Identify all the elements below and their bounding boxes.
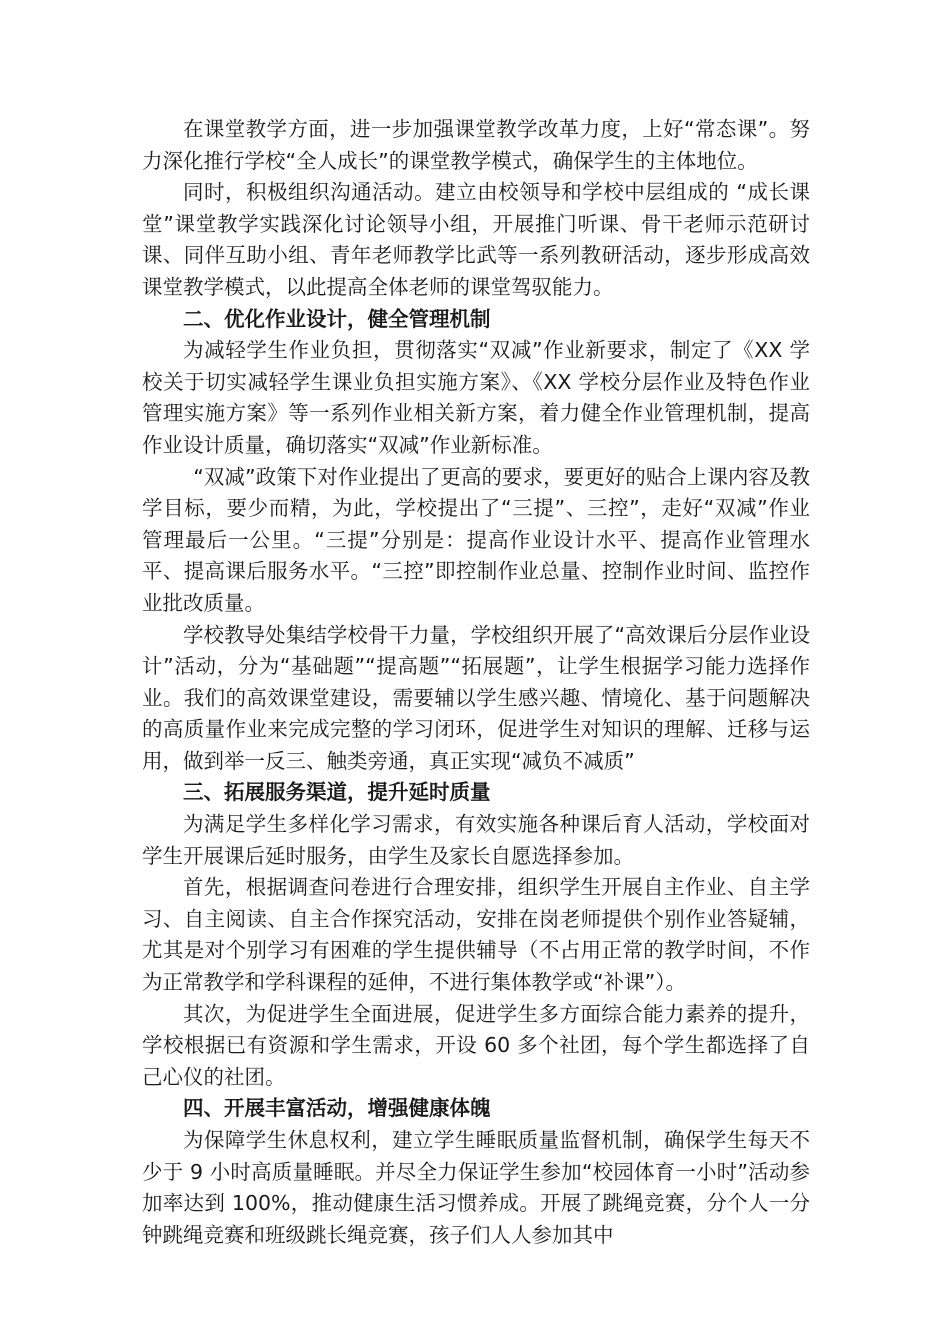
paragraph-sleep-and-sports: 为保障学生休息权利，建立学生睡眠质量监督机制，确保学生每天不少于 9 小时高质量睡眠。并尽全力保证学生参加“校园体育一小时”活动参加率达到 100%，推动健康生活习惯养成。开展了跳绳竞赛，分个人一分钟跳绳竞赛和班级跳长绳竞赛，孩子们人人参加其中 [142,1128,810,1247]
section-heading-activities-health: 四、开展丰富活动，增强健康体魄 [183,1096,491,1121]
paragraph-classroom-teaching: 在课堂教学方面，进一步加强课堂教学改革力度，上好“常态课”。努力深化推行学校“全人成长”的课堂教学模式，确保学生的主体地位。 [142,117,810,173]
paragraph-double-reduction-policy: “双减”政策下对作业提出了更高的要求，要更好的贴合上课内容及教学目标，要少而精，为此，学校提出了“三提”、三控”，走好“双减”作业管理最后一公里。“三提”分别是：提高作业设计水平、提高作业管理水平、提高课后服务水平。“三控”即控制作业总量、控制作业时间、监控作业批改质量。 [142,464,810,615]
paragraph-communication-activities: 同时，积极组织沟通活动。建立由校领导和学校中层组成的 “成长课堂”课堂教学实践深化讨论领导小组，开展推门听课、骨干老师示范研讨课、同伴互助小组、青年老师教学比武等一系列教研活动，逐步形成高效课堂教学模式，以此提高全体老师的课堂驾驭能力。 [142,180,810,299]
section-heading-service-channels: 三、拓展服务渠道，提升延时质量 [183,780,491,805]
paragraph-after-school-service: 为满足学生多样化学习需求，有效实施各种课后育人活动，学校面对学生开展课后延时服务，由学生及家长自愿选择参加。 [142,812,810,868]
section-heading-homework-design: 二、优化作业设计，健全管理机制 [183,306,491,331]
paragraph-layered-homework: 学校教导处集结学校骨干力量，学校组织开展了“高效课后分层作业设计”活动，分为“基础题”“提高题”“拓展题”，让学生根据学习能力选择作业。我们的高效课堂建设，需要辅以学生感兴趣、情境化、基于问题解决的高质量作业来完成完整的学习闭环，促进学生对知识的理解、迁移与运用，做到举一反三、触类旁通，真正实现“减负不减质” [142,622,810,773]
paragraph-survey-arrangement: 首先，根据调查问卷进行合理安排，组织学生开展自主作业、自主学习、自主阅读、自主合作探究活动，安排在岗老师提供个别作业答疑辅，尤其是对个别学习有困难的学生提供辅导（不占用正常的教学时间，不作为正常教学和学科课程的延伸，不进行集体教学或“补课”）。 [142,875,810,995]
paragraph-reduce-burden: 为减轻学生作业负担，贯彻落实“双减”作业新要求，制定了《XX 学校关于切实减轻学生课业负担实施方案》、《XX 学校分层作业及特色作业管理实施方案》等一系列作业相关新方案，着力健全作业管理机制，提高作业设计质量，确切落实“双减”作业新标准。 [142,338,810,457]
document-page [142,114,810,1251]
paragraph-clubs: 其次，为促进学生全面进展，促进学生多方面综合能力素养的提升，学校根据已有资源和学生需求，开设 60 多个社团，每个学生都选择了自己心仪的社团。 [142,1001,810,1089]
